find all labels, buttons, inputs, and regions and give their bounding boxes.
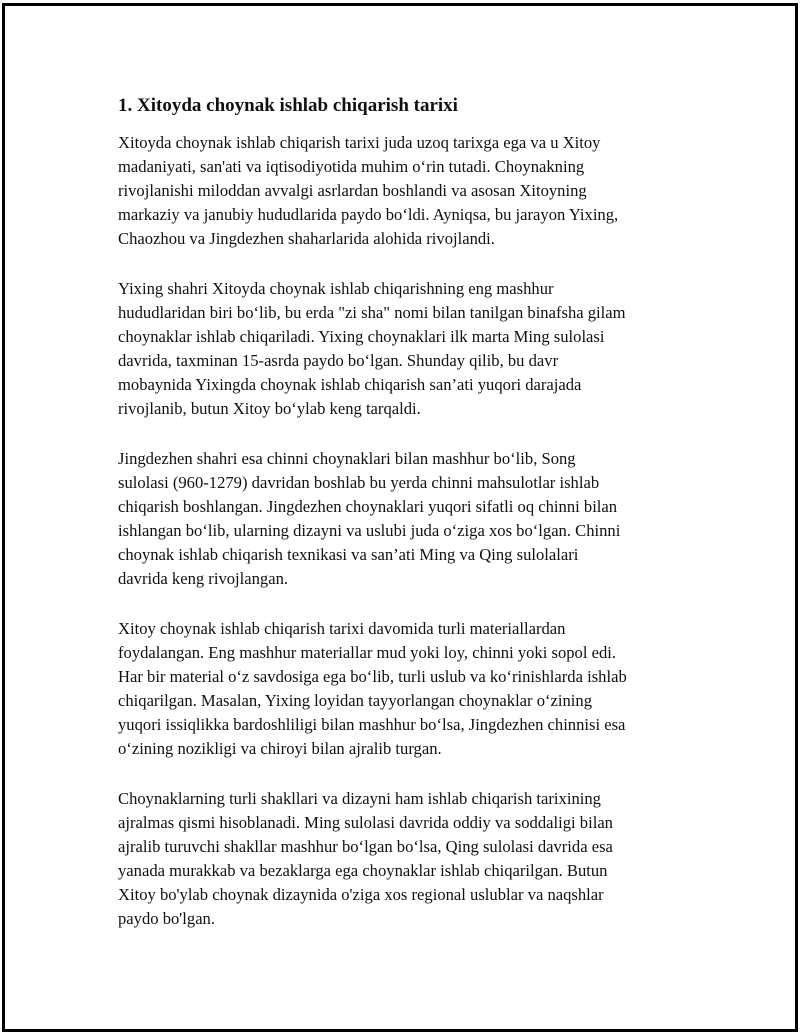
text-line: ajralmas qismi hisoblanadi. Ming sulolasi davrida oddiy va soddaligi bilan — [118, 813, 613, 832]
paragraph-3 — [118, 447, 690, 591]
text-line: Har bir material o‘z savdosiga ega bo‘lib, turli uslub va ko‘rinishlarda ishlab — [118, 667, 627, 686]
text-line: rivojlanishi miloddan avvalgi asrlardan boshlandi va asosan Xitoyning — [118, 181, 587, 200]
text-line: Chaozhou va Jingdezhen shaharlarida alohida rivojlandi. — [118, 229, 495, 248]
text-line: Xitoyda choynak ishlab chiqarish tarixi juda uzoq tarixga ega va u Xitoy — [118, 133, 601, 152]
text-line: Xitoy choynak ishlab chiqarish tarixi davomida turli materiallardan — [118, 619, 566, 638]
text-line: madaniyati, san'ati va iqtisodiyotida muhim o‘rin tutadi. Choynakning — [118, 157, 585, 176]
text-line: chiqarish boshlangan. Jingdezhen choynaklari yuqori sifatli oq chinni bilan — [118, 497, 618, 516]
text-line: markaziy va janubiy hududlarida paydo bo‘ldi. Ayniqsa, bu jarayon Yixing, — [118, 205, 619, 224]
text-line: yuqori issiqlikka bardoshliligi bilan mashhur bo‘lsa, Jingdezhen chinnisi esa — [118, 715, 626, 734]
document-body — [118, 92, 690, 957]
text-line: choynaklar ishlab chiqariladi. Yixing choynaklari ilk marta Ming sulolasi — [118, 327, 605, 346]
text-line: sulolasi (960-1279) davridan boshlab bu yerda chinni mahsulotlar ishlab — [118, 473, 600, 492]
text-line: Jingdezhen shahri esa chinni choynaklari bilan mashhur bo‘lib, Song — [118, 449, 576, 468]
paragraph-5 — [118, 787, 690, 931]
text-line: ishlangan bo‘lib, ularning dizayni va uslubi juda o‘ziga xos bo‘lgan. Chinni — [118, 521, 621, 540]
text-line: davrida, taxminan 15-asrda paydo bo‘lgan. Shunday qilib, bu davr — [118, 351, 559, 370]
text-line: foydalangan. Eng mashhur materiallar mud yoki loy, chinni yoki sopol edi. — [118, 643, 617, 662]
text-line: davrida keng rivojlangan. — [118, 569, 289, 588]
text-line: hududlaridan biri bo‘lib, bu erda "zi sha" nomi bilan tanilgan binafsha gilam — [118, 303, 626, 322]
text-line: chiqarilgan. Masalan, Yixing loyidan tayyorlangan choynaklar o‘zining — [118, 691, 593, 710]
text-line: o‘zining nozikligi va chiroyi bilan ajralib turgan. — [118, 739, 442, 758]
text-line: Choynaklarning turli shakllari va dizayni ham ishlab chiqarish tarixining — [118, 789, 601, 808]
text-line: Xitoy bo'ylab choynak dizaynida o'ziga xos regional uslublar va naqshlar — [118, 885, 604, 904]
text-line: rivojlanib, butun Xitoy bo‘ylab keng tarqaldi. — [118, 399, 421, 418]
text-line: Yixing shahri Xitoyda choynak ishlab chiqarishning eng mashhur — [118, 279, 554, 298]
paragraph-1 — [118, 131, 690, 251]
text-line: ajralib turuvchi shakllar mashhur bo‘lgan bo‘lsa, Qing sulolasi davrida esa — [118, 837, 613, 856]
text-line: yanada murakkab va bezaklarga ega choynaklar ishlab chiqarilgan. Butun — [118, 861, 608, 880]
page-title: 1. Xitoyda choynak ishlab chiqarish tarixi — [118, 95, 458, 116]
text-line: mobaynida Yixingda choynak ishlab chiqarish san’ati yuqori darajada — [118, 375, 582, 394]
text-line: paydo bo'lgan. — [118, 909, 216, 928]
paragraph-4 — [118, 617, 690, 761]
paragraph-2 — [118, 277, 690, 421]
text-line: choynak ishlab chiqarish texnikasi va san’ati Ming va Qing sulolalari — [118, 545, 579, 564]
